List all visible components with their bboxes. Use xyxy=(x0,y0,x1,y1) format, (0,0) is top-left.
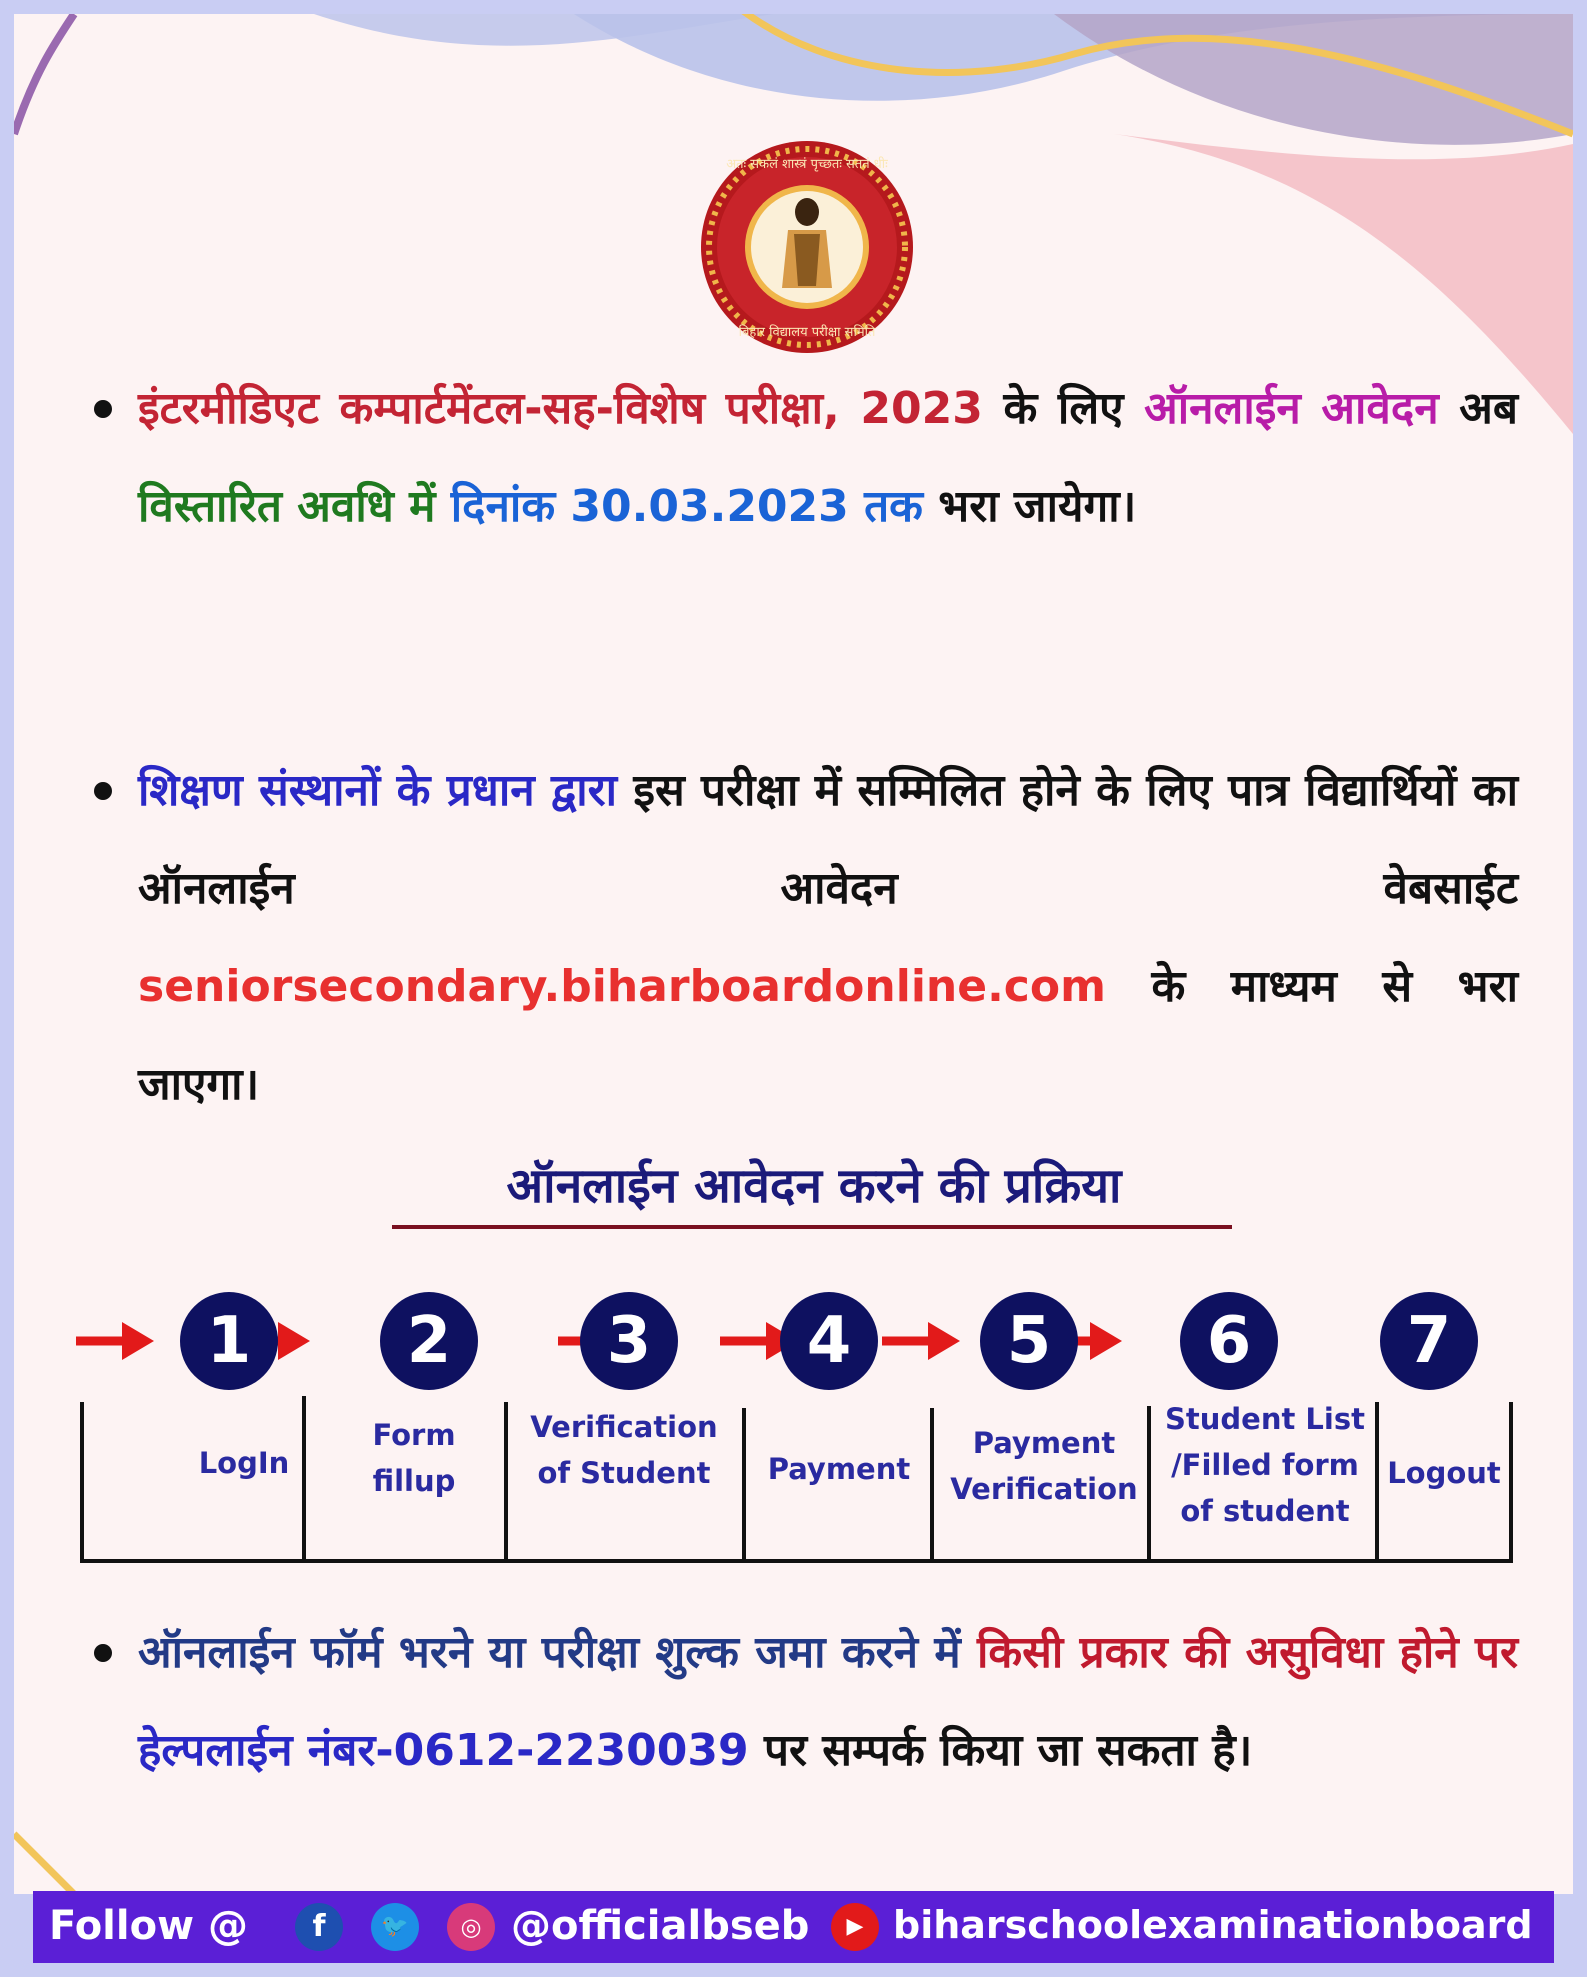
helpline-number: हेल्पलाईन नंबर-0612-2230039 xyxy=(138,1725,749,1776)
deadline-date-text: दिनांक 30.03.2023 तक xyxy=(435,481,923,532)
notice-paragraph-3 xyxy=(138,1604,1518,1800)
logo-ring-text-top: अतः सकलं शास्त्रं पृच्छतः सततं धीः xyxy=(726,157,888,172)
twitter-icon[interactable]: 🐦 xyxy=(371,1903,419,1951)
institution-heads-text: शिक्षण संस्थानों के प्रधान द्वारा xyxy=(138,765,618,816)
step-7-label: Logout xyxy=(1387,1456,1501,1490)
footer-social-bar xyxy=(33,1891,1554,1963)
inconvenience-text: किसी प्रकार की असुविधा होने पर xyxy=(960,1627,1518,1678)
instagram-icon[interactable]: ◎ xyxy=(447,1903,495,1951)
website-link[interactable]: seniorsecondary.biharboardonline.com xyxy=(138,961,1106,1012)
facebook-icon[interactable]: f xyxy=(295,1903,343,1951)
bseb-seal-logo xyxy=(698,138,916,356)
process-steps xyxy=(14,1284,1573,1584)
social-handle[interactable]: @officialbseb xyxy=(511,1903,810,1949)
notice2-text-b: के माध्यम से भरा जाएगा। xyxy=(138,961,1518,1110)
bullet xyxy=(94,1644,112,1662)
step-3-label: Verification of Student xyxy=(530,1410,718,1490)
logo-ring-text-bottom: बिहार विद्यालय परीक्षा समिति xyxy=(738,325,876,340)
follow-label: Follow @ xyxy=(49,1903,248,1949)
step-4-label: Payment xyxy=(767,1452,911,1486)
process-title: ऑनलाईन आवेदन करने की प्रक्रिया xyxy=(506,1158,1122,1214)
step-2-label: Form fillup xyxy=(372,1418,456,1498)
step-3-circle: 3 xyxy=(580,1292,678,1390)
notice1-text-a: के लिए xyxy=(982,383,1145,434)
step-2-circle: 2 xyxy=(380,1292,478,1390)
notice-paragraph-1 xyxy=(138,360,1518,556)
step-7-circle: 7 xyxy=(1380,1292,1478,1390)
notice1-text-c: भरा जायेगा। xyxy=(922,481,1137,532)
youtube-icon[interactable]: ▶ xyxy=(831,1903,879,1951)
step-1-label: LogIn xyxy=(198,1446,290,1480)
notice1-text-b: अब xyxy=(1438,383,1519,434)
step-1-circle: 1 xyxy=(180,1292,278,1390)
step-4-circle: 4 xyxy=(780,1292,878,1390)
bullet xyxy=(94,400,112,418)
bullet xyxy=(94,782,112,800)
notice3-text-a: ऑनलाईन फॉर्म भरने या परीक्षा शुल्क जमा करने में xyxy=(138,1627,961,1678)
notice-paragraph-2 xyxy=(138,742,1518,1134)
online-application-text: ऑनलाईन आवेदन xyxy=(1144,383,1439,434)
step-6-label: Student List /Filled form of student xyxy=(1165,1402,1365,1528)
extended-period-text: विस्तारित अवधि में xyxy=(138,481,436,532)
notice-card xyxy=(14,14,1573,1894)
step-6-circle: 6 xyxy=(1180,1292,1278,1390)
notice2-text-a: इस परीक्षा में सम्मिलित होने के लिए पात्र विद्यार्थियों का ऑनलाईन आवेदन वेबसाईट xyxy=(138,765,1518,914)
exam-name: इंटरमीडिएट कम्पार्टमेंटल-सह-विशेष परीक्षा, 2023 xyxy=(138,383,983,434)
step-5-label: Payment Verification xyxy=(950,1426,1138,1506)
step-5-circle: 5 xyxy=(980,1292,1078,1390)
notice3-text-b: पर सम्पर्क किया जा सकता है। xyxy=(748,1725,1253,1776)
youtube-channel[interactable]: biharschoolexaminationboard xyxy=(893,1903,1533,1947)
process-title-underline xyxy=(392,1225,1232,1229)
